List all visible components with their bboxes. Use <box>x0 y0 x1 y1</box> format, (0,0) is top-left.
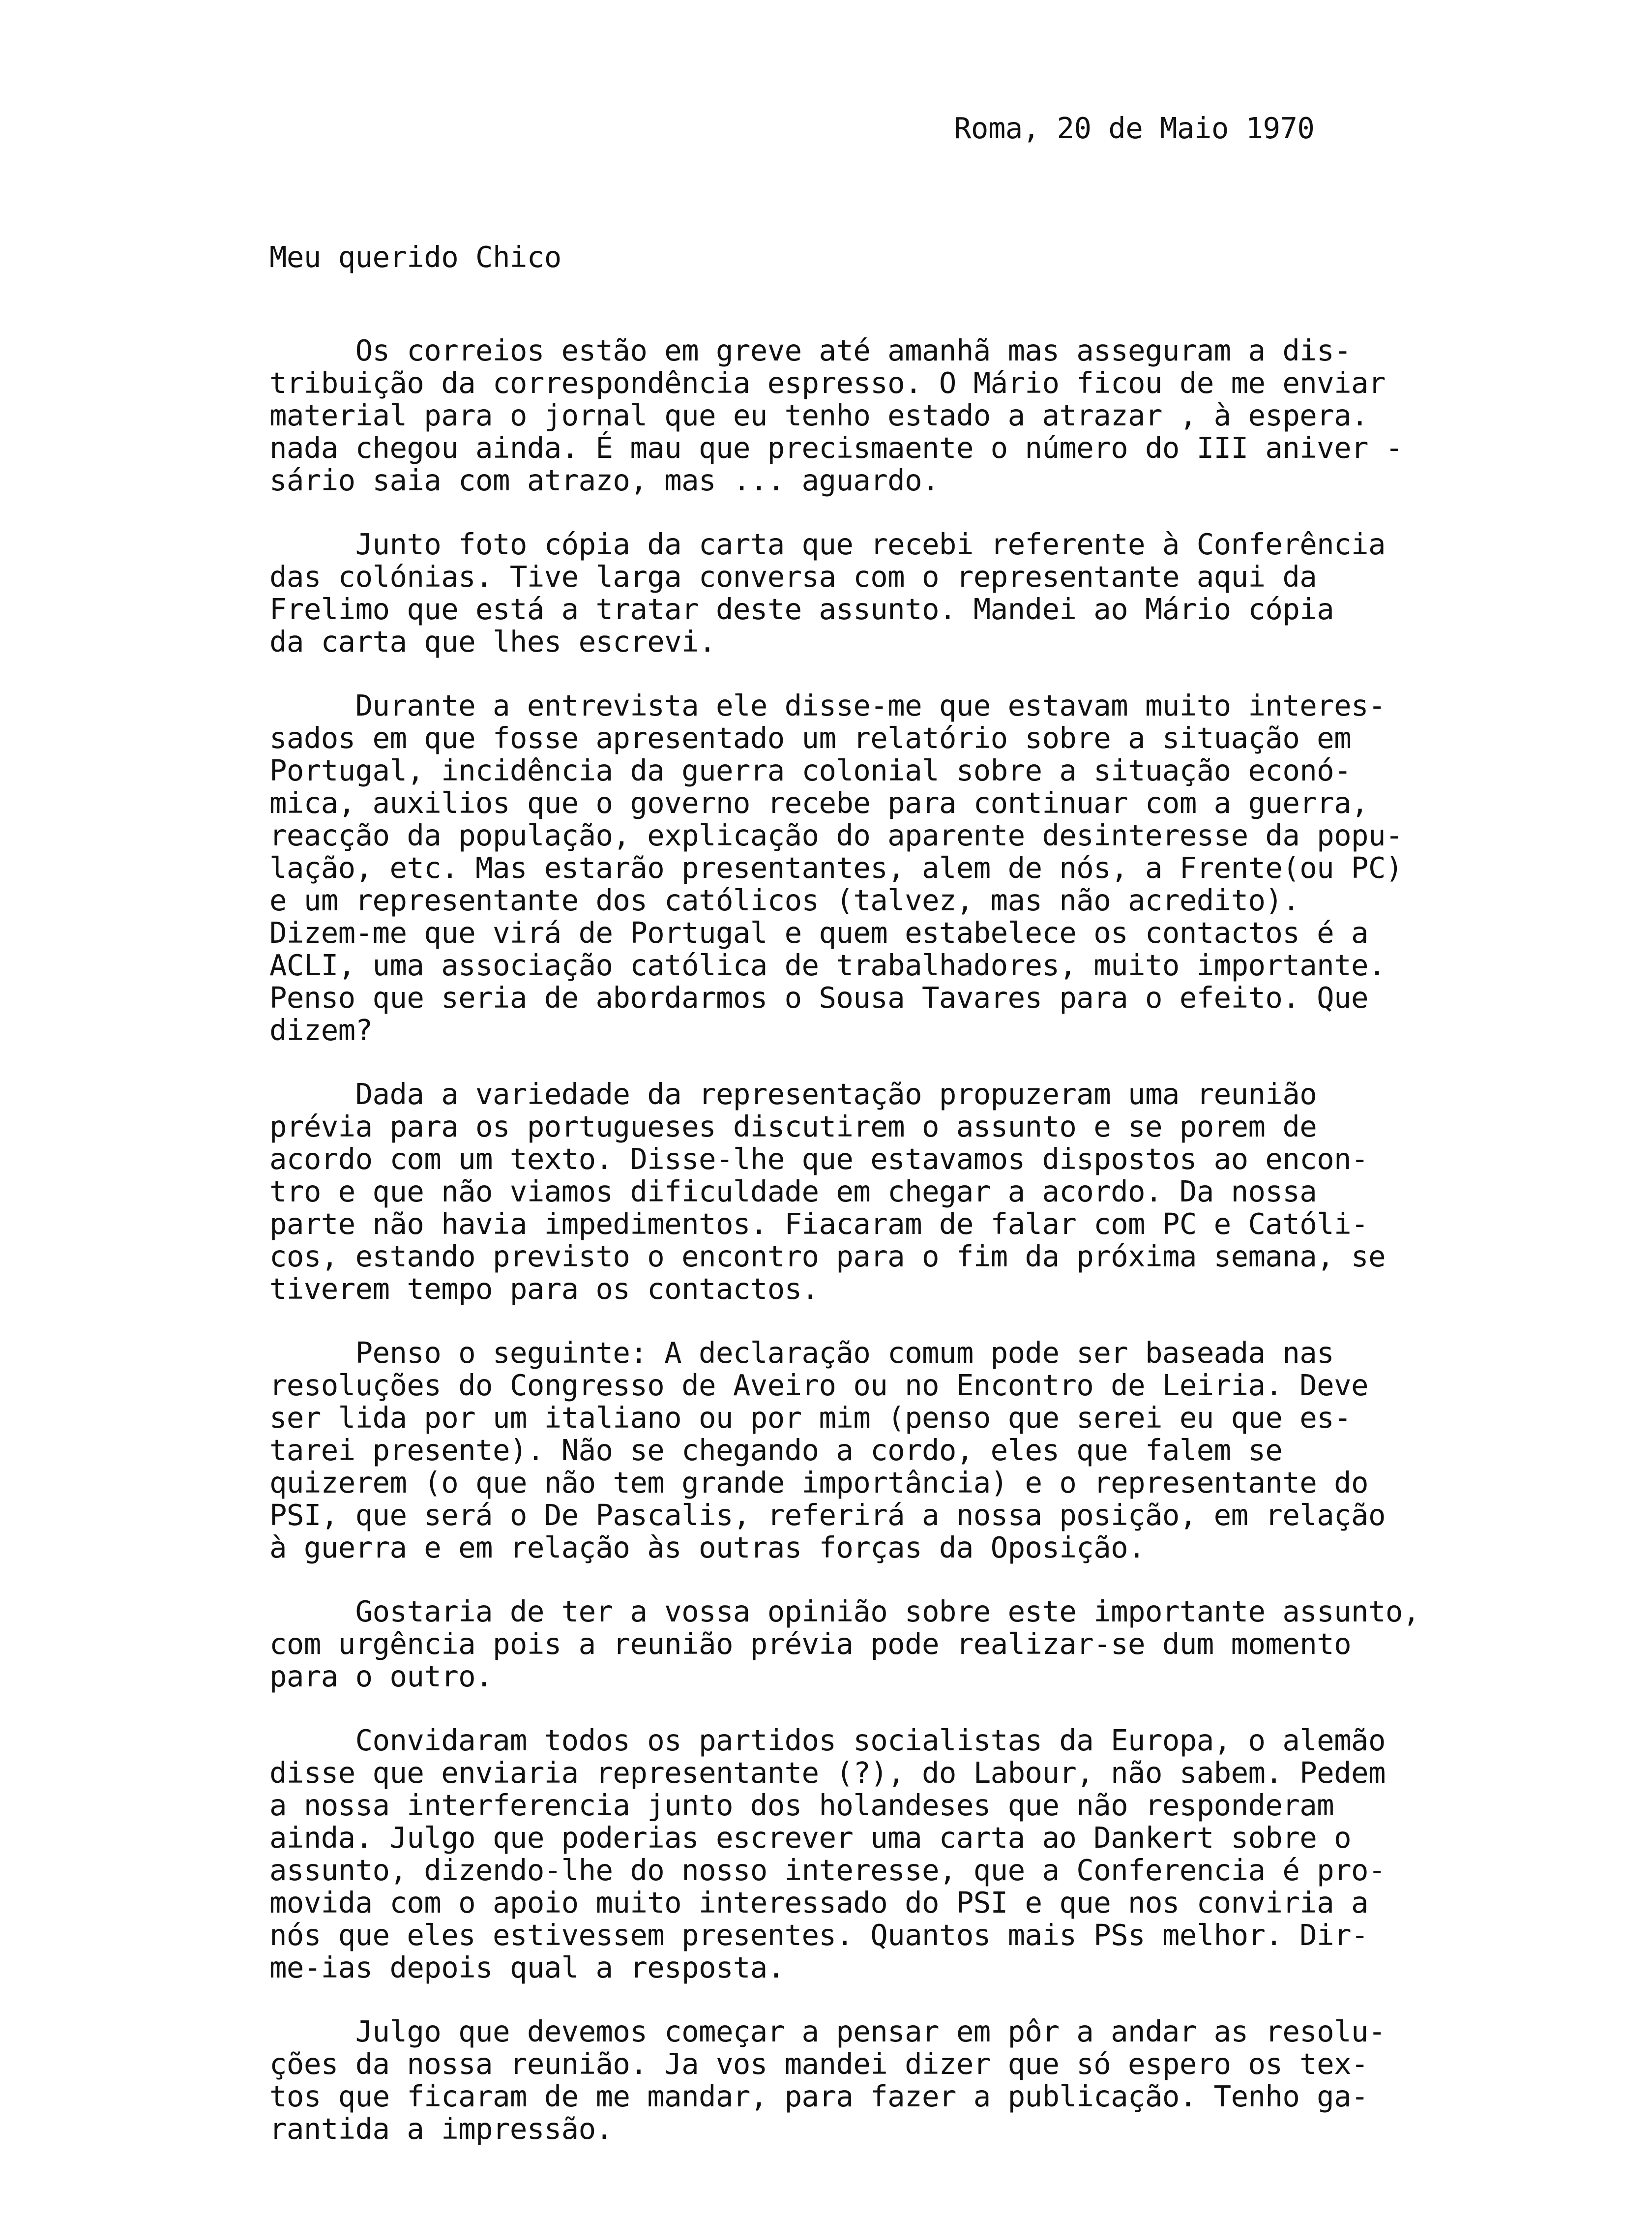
letter-line: ainda. Julgo que poderias escrever uma carta ao Dankert sobre o <box>269 1821 1352 1855</box>
letter-line: da carta que lhes escrevi. <box>269 625 716 659</box>
letter-date: Roma, 20 de Maio 1970 <box>954 111 1315 145</box>
letter-line: Convidaram todos os partidos socialistas da Europa, o alemão <box>269 1723 1386 1757</box>
letter-paragraph <box>269 1337 1607 1564</box>
letter-salutation: Meu querido Chico <box>269 240 561 274</box>
letter-line: ções da nossa reunião. Ja vos mandei dizer que só espero os tex- <box>269 2047 1368 2081</box>
letter-line: prévia para os portugueses discutirem o assunto e se porem de <box>269 1110 1317 1143</box>
letter-line: Os correios estão em greve até amanhã mas asseguram a dis- <box>269 333 1352 367</box>
letter-line: rantida a impressão. <box>269 2112 613 2146</box>
letter-line: mica, auxilios que o governo recebe para continuar com a guerra, <box>269 786 1368 820</box>
letter-line: tarei presente). Não se chegando a cordo, eles que falem se <box>269 1433 1283 1467</box>
letter-line: ACLI, uma associação católica de trabalhadores, muito importante. <box>269 948 1386 982</box>
letter-line: Penso o seguinte: A declaração comum pode ser baseada nas <box>269 1336 1334 1370</box>
letter-line: das colónias. Tive larga conversa com o representante aqui da <box>269 560 1317 594</box>
letter-paragraph <box>269 1595 1607 1693</box>
letter-line: lação, etc. Mas estarão presentantes, alem de nós, a Frente(ou PC) <box>269 851 1403 885</box>
letter-line: cos, estando previsto o encontro para o fim da próxima semana, se <box>269 1239 1386 1273</box>
letter-line: e um representante dos católicos (talvez, mas não acredito). <box>269 883 1300 917</box>
letter-line: reacção da população, explicação do aparente desinteresse da popu- <box>269 818 1403 852</box>
letter-line: assunto, dizendo-lhe do nosso interesse, que a Conferencia é pro- <box>269 1853 1386 1887</box>
letter-line: material para o jornal que eu tenho estado a atrazar , à espera. <box>269 398 1368 432</box>
letter-line: a nossa interferencia junto dos holandeses que não responderam <box>269 1788 1334 1822</box>
letter-line: Frelimo que está a tratar deste assunto. Mandei ao Mário cópia <box>269 592 1334 626</box>
letter-paragraph <box>269 1724 1607 1984</box>
letter-line: tribuição da correspondência espresso. O Mário ficou de me enviar <box>269 366 1386 400</box>
letter-line: sados em que fosse apresentado um relatório sobre a situação em <box>269 721 1352 755</box>
letter-line: com urgência pois a reunião prévia pode realizar-se dum momento <box>269 1627 1352 1661</box>
letter-paragraph <box>269 334 1607 497</box>
letter-line: Penso que seria de abordarmos o Sousa Tavares para o efeito. Que <box>269 981 1368 1015</box>
letter-paragraph <box>269 690 1607 1047</box>
letter-line: Junto foto cópia da carta que recebi referente à Conferência <box>269 527 1386 561</box>
letter-line: Portugal, incidência da guerra colonial sobre a situação econó- <box>269 753 1352 787</box>
letter-line: quizerem (o que não tem grande importância) e o representante do <box>269 1466 1368 1499</box>
letter-line: à guerra e em relação às outras forças da Oposição. <box>269 1530 1145 1564</box>
letter-line: nada chegou ainda. É mau que precismaente o número do III aniver - <box>269 431 1403 465</box>
letter-paragraph <box>269 2015 1607 2145</box>
letter-line: tos que ficaram de me mandar, para fazer a publicação. Tenho ga- <box>269 2079 1368 2113</box>
letter-line: resoluções do Congresso de Aveiro ou no Encontro de Leiria. Deve <box>269 1368 1368 1402</box>
letter-line: para o outro. <box>269 1659 493 1693</box>
letter-line: PSI, que será o De Pascalis, referirá a nossa posição, em relação <box>269 1498 1386 1532</box>
letter-line: dizem? <box>269 1013 373 1047</box>
letter-line: ser lida por um italiano ou por mim (penso que serei eu que es- <box>269 1401 1352 1435</box>
letter-line: Dada a variedade da representação propuzeram uma reunião <box>269 1077 1317 1111</box>
letter-paragraph <box>269 528 1607 658</box>
letter-line: Gostaria de ter a vossa opinião sobre este importante assunto, <box>269 1594 1420 1628</box>
letter-line: sário saia com atrazo, mas ... aguardo. <box>269 463 939 497</box>
letter-line: disse que enviaria representante (?), do Labour, não sabem. Pedem <box>269 1756 1386 1790</box>
letter-line: movida com o apoio muito interessado do PSI e que nos conviria a <box>269 1886 1368 1919</box>
letter-body <box>269 334 1607 2177</box>
letter-line: Durante a entrevista ele disse-me que estavam muito interes- <box>269 689 1386 722</box>
letter-line: parte não havia impedimentos. Fiacaram de falar com PC e Católi- <box>269 1207 1368 1241</box>
letter-line: tiverem tempo para os contactos. <box>269 1272 819 1306</box>
letter-line: nós que eles estivessem presentes. Quantos mais PSs melhor. Dir- <box>269 1918 1368 1952</box>
letter-paragraph <box>269 1078 1607 1305</box>
letter-line: me-ias depois qual a resposta. <box>269 1950 785 1984</box>
letter-line: tro e que não viamos dificuldade em chegar a acordo. Da nossa <box>269 1174 1317 1208</box>
letter-line: Julgo que devemos começar a pensar em pôr a andar as resolu- <box>269 2014 1386 2048</box>
letter-line: Dizem-me que virá de Portugal e quem estabelece os contactos é a <box>269 916 1368 950</box>
letter-line: acordo com um texto. Disse-lhe que estavamos dispostos ao encon- <box>269 1142 1368 1176</box>
